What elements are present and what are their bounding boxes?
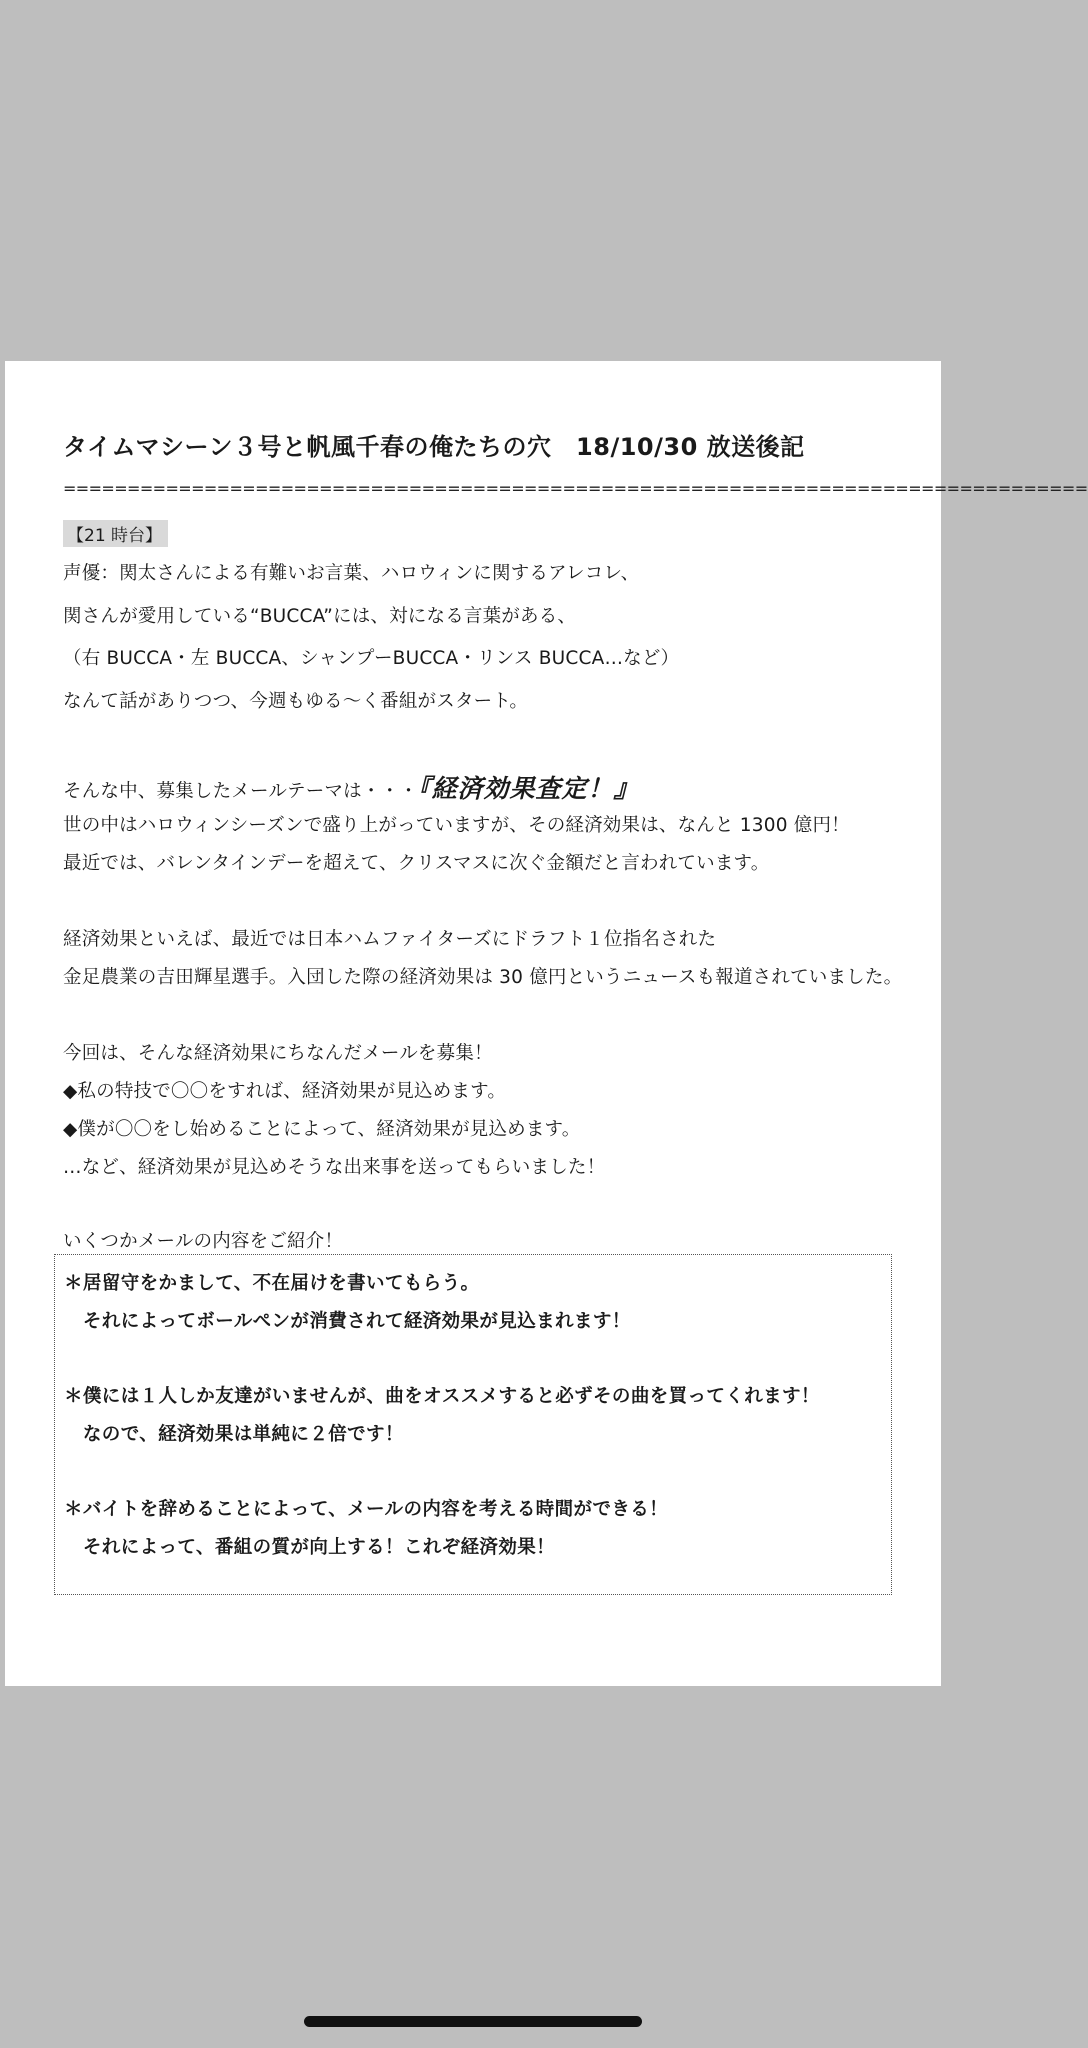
section-badge: 【21 時台】 [63, 520, 168, 547]
body-line: ◆私の特技で〇〇をすれば、経済効果が見込めます。 [63, 1081, 507, 1102]
mail-line: それによってボールペンが消費されて経済効果が見込まれます！ [64, 1311, 631, 1332]
theme-title: 『経済効果査定！』 [417, 774, 640, 803]
mail-line: ＊僕には１人しか友達がいませんが、曲をオススメすると必ずその曲を買ってくれます！ [64, 1386, 820, 1407]
mail-intro: いくつかメールの内容をご紹介！ [63, 1231, 344, 1252]
mail-excerpts-box [54, 1254, 892, 1595]
body-line: 世の中はハロウィンシーズンで盛り上がっていますが、その経済効果は、なんと 1300 億円！ [63, 815, 850, 836]
mail-line: なので、経済効果は単純に２倍です！ [64, 1424, 404, 1445]
theme-line [63, 769, 639, 805]
intro-line: 関さんが愛用している“BUCCA”には、対になる言葉がある、 [63, 606, 577, 627]
mail-line: ＊居留守をかまして、不在届けを書いてもらう。 [64, 1273, 480, 1294]
body-line: 金足農業の吉田輝星選手。入団した際の経済効果は 30 億円というニュースも報道されていました。 [63, 967, 903, 988]
intro-line: なんて話がありつつ、今週もゆる〜く番組がスタート。 [63, 691, 529, 712]
document-page [5, 361, 1088, 1686]
body-line: ◆僕が〇〇をし始めることによって、経済効果が見込めます。 [63, 1119, 581, 1140]
body-line: 最近では、バレンタインデーを超えて、クリスマスに次ぐ金額だと言われています。 [63, 853, 770, 874]
separator-rule: ================================================================================ [63, 479, 1088, 498]
body-line: …など、経済効果が見込めそうな出来事を送ってもらいました！ [63, 1157, 606, 1178]
body-line: 経済効果といえば、最近では日本ハムファイターズにドラフト１位指名された [63, 929, 717, 950]
mail-line: それによって、番組の質が向上する！これぞ経済効果！ [64, 1537, 556, 1558]
home-indicator[interactable] [304, 2016, 642, 2027]
intro-line: （右 BUCCA・左 BUCCA、シャンプーBUCCA・リンス BUCCA…など） [63, 648, 680, 669]
intro-line: 声優：関太さんによる有難いお言葉、ハロウィンに関するアレコレ、 [63, 563, 640, 584]
body-line: 今回は、そんな経済効果にちなんだメールを募集！ [63, 1043, 493, 1064]
document-title: タイムマシーン３号と帆風千春の俺たちの穴 18/10/30 放送後記 [63, 433, 805, 461]
theme-prefix: そんな中、募集したメールテーマは・・・ [63, 781, 418, 802]
mail-line: ＊バイトを辞めることによって、メールの内容を考える時間ができる！ [64, 1499, 669, 1520]
